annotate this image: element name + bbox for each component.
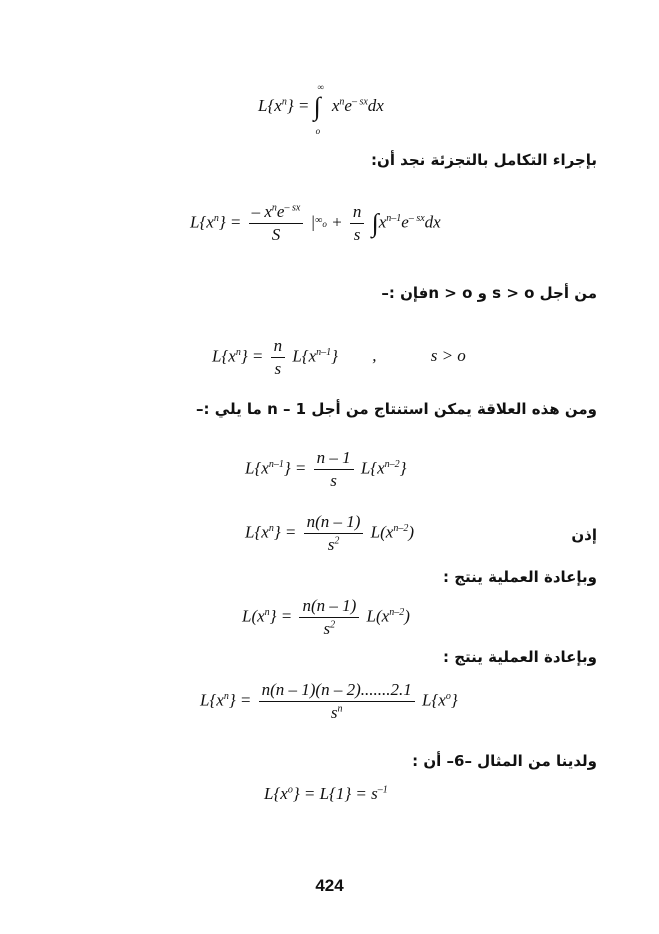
text-repeat-2: وبإعادة العملية ينتج : <box>442 648 597 666</box>
text-integration-by-parts: بإجراء التكامل بالتجزئة نجد أن: <box>371 151 597 169</box>
text-condition: من أجل s > o و n > oفإن :– <box>381 284 597 302</box>
equation-integration-by-parts: $L\{x^n\}$ = $\frac{- x^ne^{- sx}}{S}$ |∞o + $\frac{n}{s}$ $\int x^{n-1}e^{- sx}dx$ <box>190 202 441 244</box>
equation-recurrence-n-minus-1: $L\{x^{n-1}\}$ = $\frac{n - 1}{s}$ $L\{x^{n-2}\}$ <box>245 448 407 490</box>
equation-third-step: $L(x^n\}$ = $\frac{n(n - 1)}{s^2}$ $L(x^{n-2})$ <box>242 596 410 638</box>
text-example-reference: ولدينا من المثال –6– أن : <box>412 752 597 770</box>
equation-laplace-definition: $L\{x^n\}$ = ∞ ∫ o $x^ne^{- sx}dx$ <box>258 82 384 136</box>
text-repeat-1: وبإعادة العملية ينتج : <box>442 568 597 586</box>
equation-factorial-form: $L\{x^n\}$ = $\frac{n(n - 1)(n - 2).......2.1}{s^n}$ $L\{x^o\}$ <box>200 680 458 722</box>
equation-second-step: $L\{x^n\}$ = $\frac{n(n - 1)}{s^2}$ $L(x^{n-2})$ <box>245 512 415 554</box>
equation-base-case: $L\{x^o\} = L\{1\} = s^{-1}$ <box>264 784 388 803</box>
equation-recurrence: $L\{x^n\}$ = $\frac{n}{s}$ $L\{x^{n-1}\}$ , s > o <box>212 336 466 378</box>
page-number: 424 <box>315 876 344 895</box>
text-relation-intro: ومن هذه العلاقة يمكن استنتاج من أجل n – 1 ما يلي :– <box>196 400 597 418</box>
text-therefore: إذن <box>571 526 597 544</box>
